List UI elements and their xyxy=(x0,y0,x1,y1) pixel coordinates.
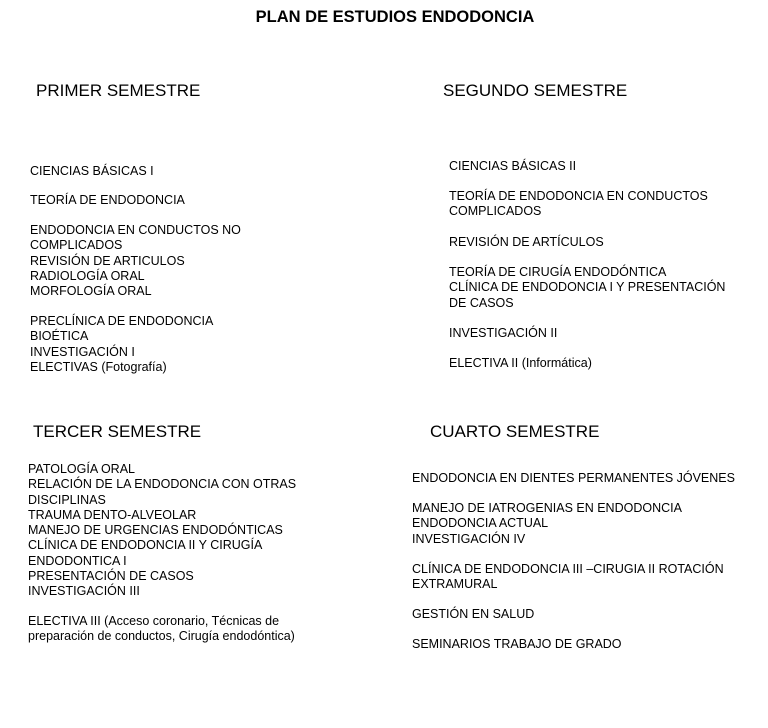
course-line: INVESTIGACIÓN II xyxy=(449,326,558,340)
course-line: COMPLICADOS xyxy=(30,238,123,253)
course-line: CIENCIAS BÁSICAS II xyxy=(449,159,577,173)
primer-block-2 xyxy=(30,193,185,208)
course-line: TEORÍA DE ENDODONCIA xyxy=(30,193,185,207)
tercer-block-1 xyxy=(28,462,296,600)
course-line: MANEJO DE IATROGENIAS EN ENDODONCIA xyxy=(412,501,682,515)
cuarto-block-2 xyxy=(412,501,682,547)
course-line: preparación de conductos, Cirugía endodóntica) xyxy=(28,629,295,644)
course-line: CLÍNICA DE ENDODONCIA I Y PRESENTACIÓN xyxy=(449,280,726,295)
course-line: INVESTIGACIÓN IV xyxy=(412,531,526,546)
course-line: EXTRAMURAL xyxy=(412,577,498,592)
cuarto-semestre-heading: CUARTO SEMESTRE xyxy=(430,422,600,441)
segundo-block-6 xyxy=(449,356,592,371)
cuarto-block-1 xyxy=(412,471,735,486)
course-line: REVISIÓN DE ARTICULOS xyxy=(30,253,185,268)
page-title: PLAN DE ESTUDIOS ENDODONCIA xyxy=(255,8,535,26)
course-line: TEORÍA DE ENDODONCIA EN CONDUCTOS xyxy=(449,189,708,203)
course-line: RADIOLOGÍA ORAL xyxy=(30,268,145,283)
course-line: MANEJO DE URGENCIAS ENDODÓNTICAS xyxy=(28,523,283,538)
course-line: DISCIPLINAS xyxy=(28,492,106,507)
course-line: MORFOLOGÍA ORAL xyxy=(30,284,152,299)
course-line: PRECLÍNICA DE ENDODONCIA xyxy=(30,314,214,328)
course-line: RELACIÓN DE LA ENDODONCIA CON OTRAS xyxy=(28,477,297,492)
course-line: ELECTIVAS (Fotografía) xyxy=(30,359,167,374)
course-line: DE CASOS xyxy=(449,295,514,310)
course-line: PRESENTACIÓN DE CASOS xyxy=(28,569,194,584)
course-line: BIOÉTICA xyxy=(30,329,89,344)
course-line: TEORÍA DE CIRUGÍA ENDODÓNTICA xyxy=(449,265,667,279)
segundo-block-4 xyxy=(449,265,725,311)
cuarto-block-4 xyxy=(412,607,534,622)
course-line: ELECTIVA II (Informática) xyxy=(449,356,592,370)
course-line: TRAUMA DENTO-ALVEOLAR xyxy=(28,507,197,522)
segundo-block-3 xyxy=(449,235,604,250)
cuarto-block-3 xyxy=(412,562,724,593)
cuarto-block-5 xyxy=(412,637,622,652)
course-line: INVESTIGACIÓN I xyxy=(30,344,135,359)
course-line: CLÍNICA DE ENDODONCIA II Y CIRUGÍA xyxy=(28,538,263,553)
segundo-semestre-heading: SEGUNDO SEMESTRE xyxy=(443,81,628,100)
course-line: COMPLICADOS xyxy=(449,204,542,219)
course-line: ENDODONCIA EN CONDUCTOS NO xyxy=(30,223,241,237)
segundo-block-5 xyxy=(449,326,557,341)
course-line: CLÍNICA DE ENDODONCIA III –CIRUGIA II ROTACIÓN xyxy=(412,562,724,576)
course-line: SEMINARIOS TRABAJO DE GRADO xyxy=(412,637,622,651)
course-line: PATOLOGÍA ORAL xyxy=(28,462,135,476)
course-line: CIENCIAS BÁSICAS I xyxy=(30,164,154,178)
segundo-block-2 xyxy=(449,189,708,220)
segundo-block-1 xyxy=(449,159,576,174)
course-line: REVISIÓN DE ARTÍCULOS xyxy=(449,235,604,249)
course-line: ENDODONCIA ACTUAL xyxy=(412,516,549,531)
primer-block-1 xyxy=(30,164,154,179)
primer-semestre-heading: PRIMER SEMESTRE xyxy=(36,81,201,100)
primer-block-4 xyxy=(30,314,213,375)
course-line: ENDODONCIA EN DIENTES PERMANENTES JÓVENES xyxy=(412,471,735,485)
course-line: ELECTIVA III (Acceso coronario, Técnicas de xyxy=(28,614,280,628)
course-line: ENDODONTICA I xyxy=(28,553,127,568)
course-line: INVESTIGACIÓN III xyxy=(28,584,140,599)
tercer-semestre-heading: TERCER SEMESTRE xyxy=(33,422,202,441)
course-line: GESTIÓN EN SALUD xyxy=(412,607,535,621)
tercer-block-2 xyxy=(28,614,295,645)
primer-block-3 xyxy=(30,223,241,299)
